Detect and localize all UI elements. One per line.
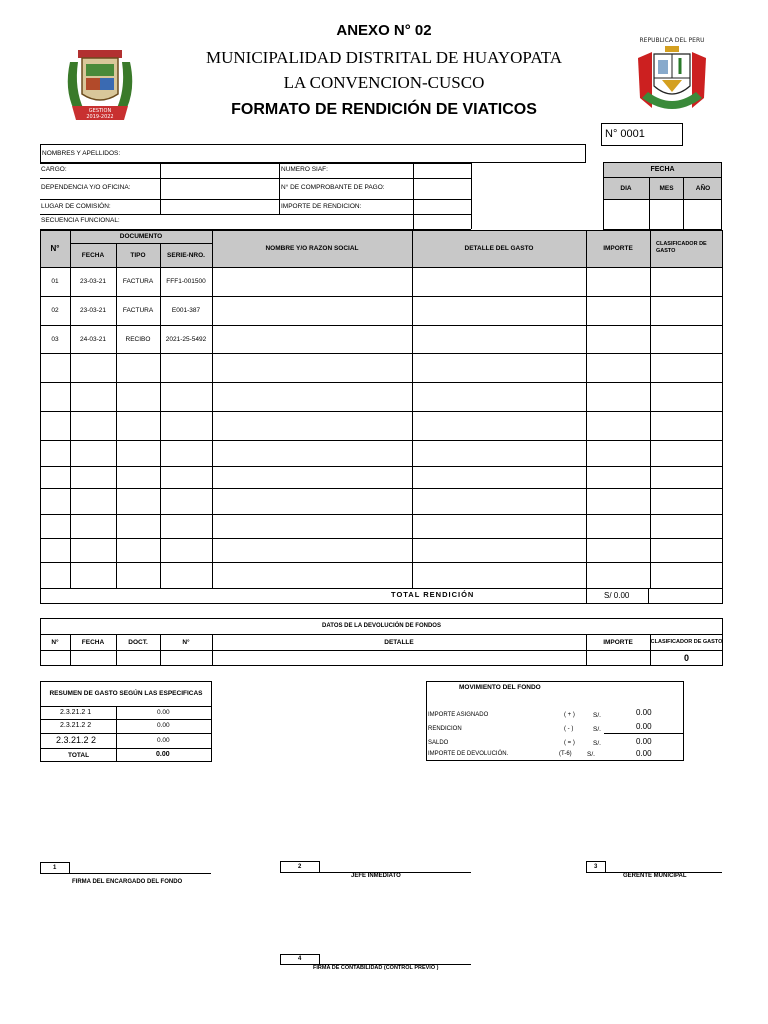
svg-text:GESTION: GESTION <box>88 108 112 114</box>
col-tipo: TIPO <box>130 251 146 259</box>
resumen-total-label: TOTAL <box>68 752 90 759</box>
signature-4-number: 4 <box>280 954 320 965</box>
row1-fecha: 23-03-21 <box>79 278 107 285</box>
signature-3-label: GERENTE MUNICIPAL <box>623 873 687 879</box>
signature-1-number: 1 <box>40 862 70 874</box>
dependencia-label: DEPENDENCIA Y/O OFICINA: <box>41 184 131 191</box>
signature-4-label: FIRMA DE CONTABILIDAD (CONTROL PREVIO ) <box>313 965 439 971</box>
anexo-title: ANEXO N° 02 <box>336 22 432 39</box>
form-number: N° 0001 <box>605 128 645 140</box>
movimiento-title: MOVIMIENTO DEL FONDO <box>459 684 541 691</box>
col-n: N° <box>50 244 60 253</box>
svg-text:REPUBLICA DEL PERU: REPUBLICA DEL PERU <box>639 37 705 44</box>
row3-fecha: 24-03-21 <box>79 335 107 343</box>
col-documento: DOCUMENTO <box>119 233 163 240</box>
nombres-field[interactable] <box>40 144 586 163</box>
row2-tipo: FACTURA <box>122 307 154 314</box>
location-name: LA CONVENCION-CUSCO <box>283 73 485 92</box>
row3-n: 03 <box>51 335 59 343</box>
row3-tipo: RECIBO <box>125 335 151 343</box>
secuencia-label: SECUENCIA FUNCIONAL: <box>41 217 120 224</box>
row1-tipo: FACTURA <box>122 278 154 285</box>
row1-n: 01 <box>51 278 59 285</box>
col-nombre: NOMBRE Y/O RAZON SOCIAL <box>265 245 359 252</box>
devolucion-title: DATOS DE LA DEVOLUCIÓN DE FONDOS <box>322 623 441 629</box>
total-rendicion-label: TOTAL RENDICIÓN <box>391 590 475 599</box>
municipal-logo-icon <box>60 44 140 128</box>
fecha-header: FECHA <box>603 162 722 178</box>
resumen-total-value: 0.00 <box>156 751 170 758</box>
fecha-mes: MES <box>659 185 674 192</box>
importe-rendicion-label: IMPORTE DE RENDICION: <box>281 203 362 210</box>
fecha-values[interactable] <box>603 199 722 230</box>
row2-fecha: 23-03-21 <box>79 307 107 314</box>
form-title: FORMATO DE RENDICIÓN DE VIATICOS <box>231 101 537 118</box>
lugar-label: LUGAR DE COMISIÓN: <box>41 203 111 210</box>
cargo-label: CARGO: <box>41 166 67 173</box>
col-detalle: DETALLE DEL GASTO <box>464 245 534 252</box>
fecha-anio: AÑO <box>695 185 711 192</box>
peru-coat-of-arms-icon <box>632 28 712 122</box>
row2-n: 02 <box>51 307 59 314</box>
signature-2-label: JEFE INMEDIATO <box>351 873 401 879</box>
col-clasificador: CLASIFICADOR DE GASTO <box>656 240 707 254</box>
comprobante-label: N° DE COMPROBANTE DE PAGO: <box>281 184 385 191</box>
col-fecha: FECHA <box>81 251 105 259</box>
signature-1-label: FIRMA DEL ENCARGADO DEL FONDO <box>72 879 183 885</box>
row1-serie: FFF1-001500 <box>166 278 206 285</box>
nombres-label: NOMBRES Y APELLIDOS: <box>42 150 121 157</box>
svg-text:2019-2022: 2019-2022 <box>86 114 114 120</box>
siaf-label: NUMERO SIAF: <box>281 166 328 173</box>
col-importe: IMPORTE <box>603 245 633 252</box>
total-rendicion-value: S/ 0.00 <box>604 591 630 600</box>
fecha-dia: DIA <box>620 185 632 192</box>
resumen-title: RESUMEN DE GASTO SEGÚN LAS ESPECIFICAS <box>49 690 203 697</box>
form-number-box <box>601 123 683 146</box>
signature-3-number: 3 <box>586 861 606 873</box>
municipality-name: MUNICIPALIDAD DISTRITAL DE HUAYOPATA <box>205 48 563 67</box>
signature-2-number: 2 <box>280 861 320 873</box>
row2-serie: E001-387 <box>171 307 201 314</box>
row3-serie: 2021-25-5492 <box>165 335 207 343</box>
col-serie: SERIE-NRO. <box>167 251 205 259</box>
devolucion-clasificador-value: 0 <box>683 653 689 663</box>
